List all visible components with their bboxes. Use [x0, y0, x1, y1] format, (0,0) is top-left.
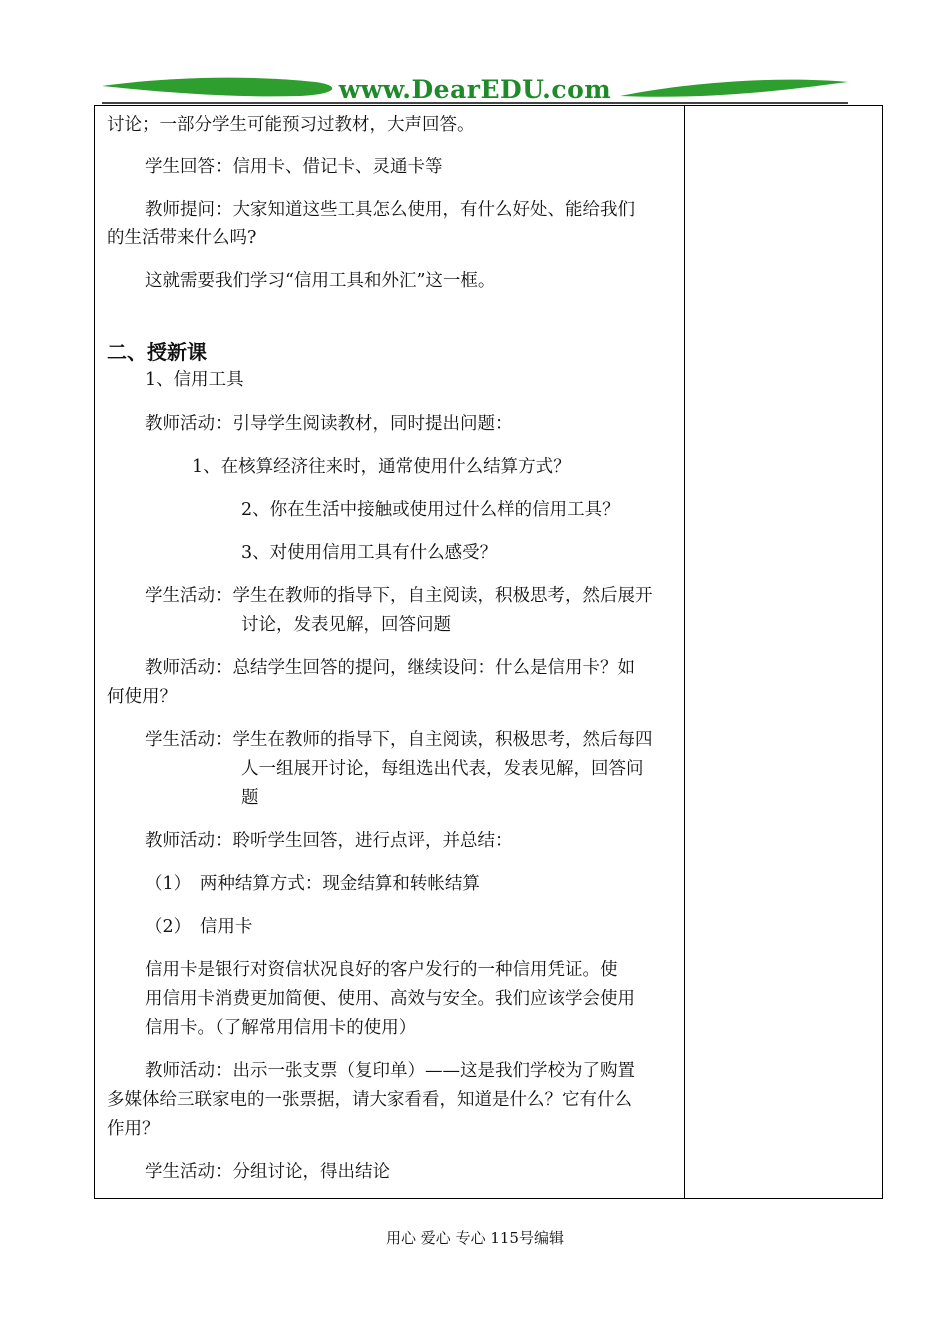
text-line: 多媒体给三联家电的一张票据，请大家看看，知道是什么？它有什么	[107, 1090, 632, 1110]
page-footer: 用心 爱心 专心 115号编辑	[386, 1229, 564, 1247]
text-line: 讨论；一部分学生可能预习过教材，大声回答。	[107, 115, 475, 135]
text-line: 人一组展开讨论，每组选出代表，发表见解，回答问	[241, 759, 644, 779]
text-line: 学生活动：学生在教师的指导下，自主阅读，积极思考，然后每四	[145, 730, 653, 750]
list-item: （1） 两种结算方式：现金结算和转帐结算	[145, 874, 480, 894]
text-line: 题	[241, 788, 259, 808]
text-line: 用信用卡消费更加简便、使用、高效与安全。我们应该学会使用	[145, 989, 635, 1009]
text-line: 作用？	[107, 1119, 160, 1139]
text-line: 教师活动：出示一张支票（复印单）——这是我们学校为了购置	[145, 1061, 635, 1081]
question-item: 3、对使用信用工具有什么感受？	[241, 543, 498, 563]
logo-text: www.DearEDU.com	[338, 75, 612, 104]
text-line: 这就需要我们学习“信用工具和外汇”这一框。	[145, 271, 496, 291]
text-line: 何使用？	[107, 687, 177, 707]
text-line: 信用卡是银行对资信状况良好的客户发行的一种信用凭证。使	[145, 960, 618, 980]
lesson-table	[94, 105, 883, 1199]
site-logo-banner	[100, 72, 850, 108]
text-line: 教师活动：引导学生阅读教材，同时提出问题：	[145, 414, 513, 434]
text-line: 教师活动：聆听学生回答，进行点评，并总结：	[145, 831, 513, 851]
text-line: 学生活动：分组讨论，得出结论	[145, 1162, 390, 1182]
text-line: 信用卡。（了解常用信用卡的使用）	[145, 1018, 417, 1038]
section-heading: 二、授新课	[107, 340, 207, 364]
question-item: 1、在核算经济往来时，通常使用什么结算方式？	[192, 457, 571, 477]
list-item: （2） 信用卡	[145, 917, 253, 937]
text-line: 学生回答：信用卡、借记卡、灵通卡等	[145, 157, 443, 177]
text-line: 学生活动：学生在教师的指导下，自主阅读，积极思考，然后展开	[145, 586, 653, 606]
text-line: 的生活带来什么吗?	[107, 228, 257, 248]
text-line: 教师提问：大家知道这些工具怎么使用，有什么好处、能给我们	[145, 200, 635, 220]
subsection-title: 1、信用工具	[145, 370, 244, 390]
column-divider	[684, 106, 685, 1198]
question-item: 2、你在生活中接触或使用过什么样的信用工具？	[241, 500, 620, 520]
text-line: 教师活动：总结学生回答的提问，继续设问：什么是信用卡？如	[145, 658, 635, 678]
text-line: 讨论，发表见解，回答问题	[241, 615, 451, 635]
